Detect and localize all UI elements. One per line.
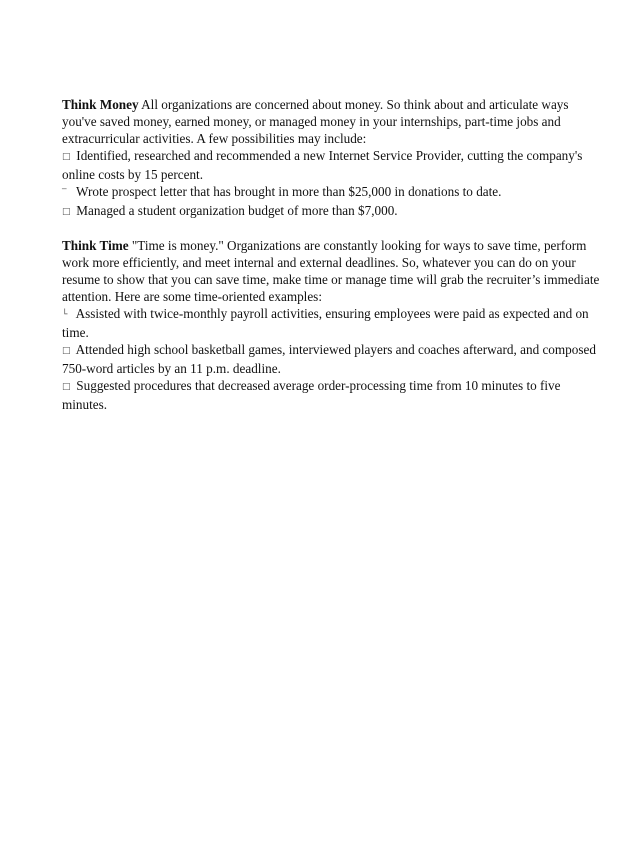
bullet-marker-icon: □ [62, 382, 71, 392]
bullet-item [62, 305, 602, 341]
bullet-marker-icon: ‾ [62, 188, 67, 198]
section-heading: Think Money [62, 97, 139, 112]
bullet-item [62, 147, 602, 183]
section-intro-paragraph [62, 237, 602, 305]
bullet-marker-icon: └ [62, 310, 68, 320]
bullet-text: Identified, researched and recommended a new Internet Service Provider, cutting the company's online costs by 15 percent. [62, 148, 583, 182]
section-think-time [62, 237, 602, 413]
document-page [62, 96, 602, 429]
section-intro-text: All organizations are concerned about money. So think about and articulate ways you've saved money, earned money, or managed money in your internships, part-time jobs and extracurricular activities. A few possibilities may include: [62, 97, 569, 146]
bullet-item [62, 202, 602, 221]
section-think-money [62, 96, 602, 221]
bullet-item [62, 183, 602, 202]
bullet-text: Wrote prospect letter that has brought in more than $25,000 in donations to date. [73, 184, 502, 199]
bullet-item [62, 341, 602, 377]
bullet-marker-icon: □ [62, 207, 71, 217]
bullet-marker-icon: □ [62, 152, 71, 162]
bullet-text: Suggested procedures that decreased average order-processing time from 10 minutes to five minutes. [62, 378, 561, 412]
section-intro-paragraph [62, 96, 602, 147]
bullet-item [62, 377, 602, 413]
bullet-text: Assisted with twice-monthly payroll activities, ensuring employees were paid as expected and on time. [62, 306, 589, 340]
bullet-text: Managed a student organization budget of more than $7,000. [73, 203, 398, 218]
section-intro-text: "Time is money." Organizations are constantly looking for ways to save time, perform work more efficiently, and meet internal and external deadlines. So, whatever you can do on your resume to show that you can save time, make time or manage time will grab the recruiter’s immediate attention. Here are some time-oriented examples: [62, 238, 600, 304]
bullet-text: Attended high school basketball games, interviewed players and coaches afterward, and composed 750-word articles by an 11 p.m. deadline. [62, 342, 596, 376]
section-heading: Think Time [62, 238, 129, 253]
bullet-marker-icon: □ [62, 346, 71, 356]
